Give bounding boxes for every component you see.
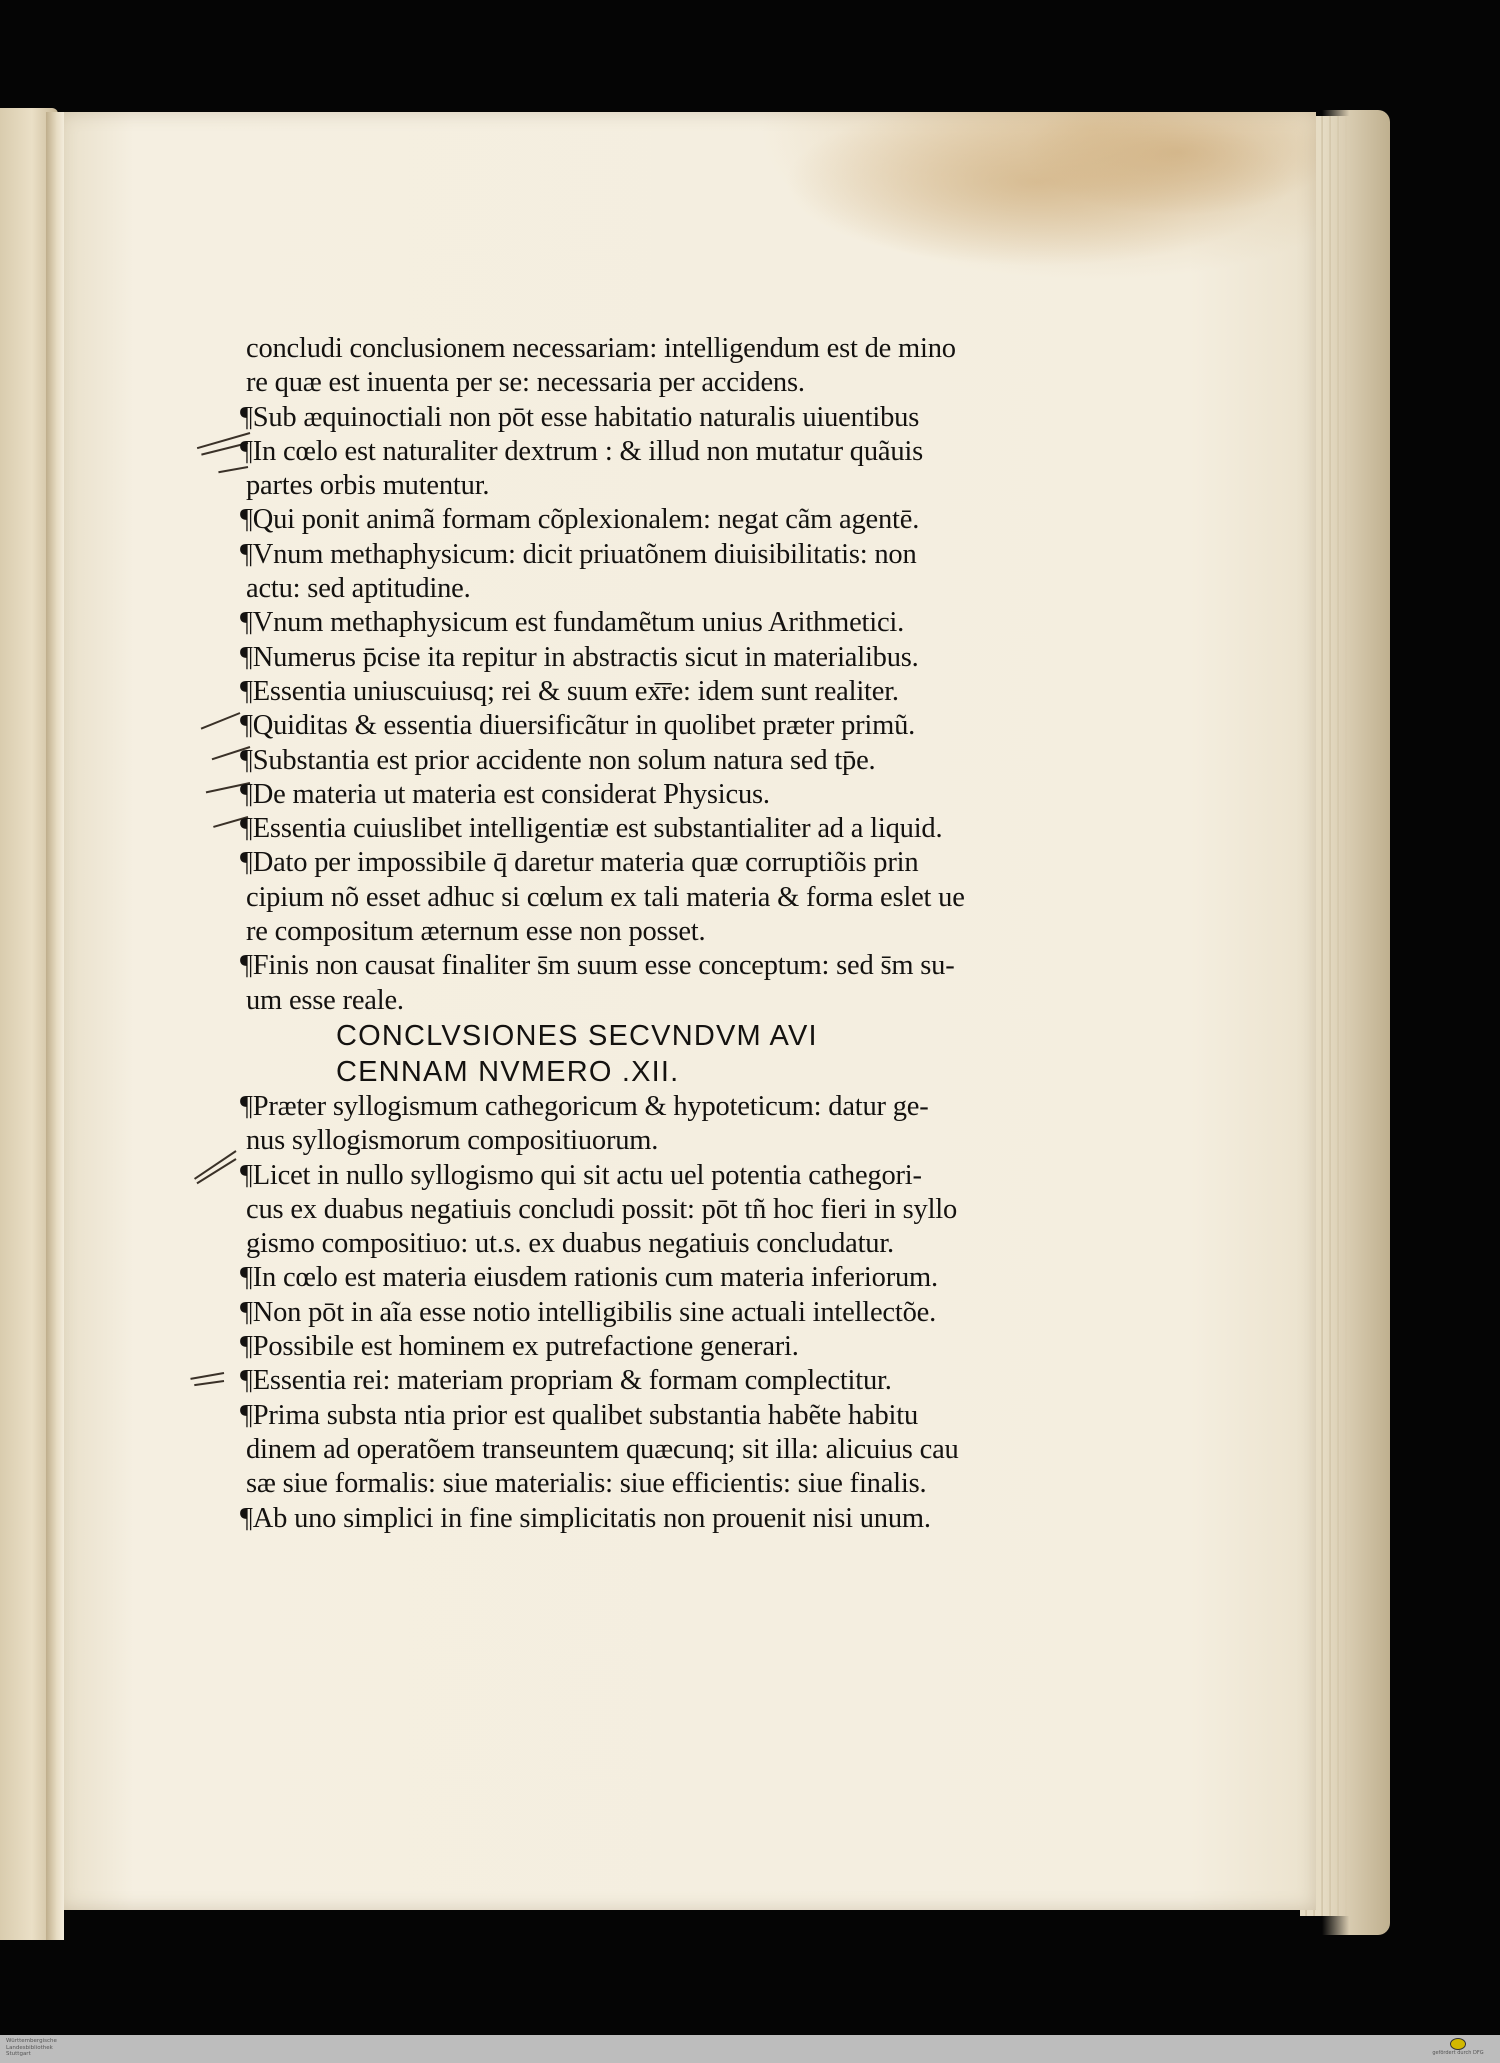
text-line: ¶Qui ponit animã formam cõplexionalem: negat cãm agentē. — [240, 504, 920, 536]
text-line: gismo compositiuo: ut.s. ex duabus negatiuis concludatur. — [246, 1228, 894, 1260]
text-line: ¶In cœlo est naturaliter dextrum : & illud non mutatur quãuis — [240, 435, 923, 467]
text-line: ¶Vnum methaphysicum: dicit priuatõnem diuisibilitatis: non — [240, 538, 917, 570]
text-line: concludi conclusionem necessariam: intelligendum est de mino — [246, 333, 956, 364]
text-line: ¶Præter syllogismum cathegoricum & hypoteticum: datur ge- — [240, 1090, 929, 1122]
section-heading: CONCLVSIONES SECVNDVM AVI — [336, 1019, 818, 1052]
text-line: ¶Possibile est hominem ex putrefactione generari. — [240, 1331, 799, 1363]
text-line: actu: sed aptitudine. — [246, 573, 471, 605]
text-line: ¶Numerus p̄cise ita repitur in abstractis sicut in materialibus. — [240, 641, 919, 673]
text-line: ¶Non pōt in aĩa esse notio intelligibilis sine actuali intellectõe. — [240, 1296, 937, 1328]
dfg-logo-icon — [1450, 2038, 1466, 2050]
book-cover-edge — [1322, 110, 1390, 1935]
funding-credit — [1424, 2038, 1492, 2056]
gutter — [46, 112, 64, 1940]
text-line: ¶Sub æquinoctiali non pōt esse habitatio naturalis uiuentibus — [240, 401, 920, 433]
text-line: ¶Essentia rei: materiam propriam & formam complectitur. — [240, 1365, 892, 1397]
text-line: ¶Quiditas & essentia diuersificãtur in quolibet præter primũ. — [240, 710, 916, 742]
text-line: cus ex duabus negatiuis concludi possit: pōt tñ hoc fieri in syllo — [246, 1193, 958, 1225]
water-stain — [758, 112, 1316, 282]
text-line: dinem ad operatõem transeuntem quæcunq; sit illa: alicuius cau — [246, 1433, 959, 1465]
text-line: ¶Prima substa ntia prior est qualibet substantia habẽte habitu — [240, 1399, 919, 1431]
funding-credit-text: gefördert durch DFG — [1432, 2050, 1484, 2056]
text-line: ¶Licet in nullo syllogismo qui sit actu uel potentia cathegori- — [240, 1159, 922, 1191]
text-line: ¶Essentia cuiuslibet intelligentiæ est substantialiter ad a liquid. — [240, 813, 943, 845]
text-line: cipium nõ esset adhuc si cœlum ex tali materia & forma eslet ue — [246, 881, 965, 913]
text-line: um esse reale. — [246, 984, 404, 1016]
text-line: ¶Finis non causat finaliter s̄m suum esse conceptum: sed s̄m su- — [240, 950, 955, 982]
text-line: ¶Vnum methaphysicum est fundamẽtum unius Arithmetici. — [240, 607, 905, 639]
text-line: ¶Ab uno simplici in fine simplicitatis non prouenit nisi unum. — [240, 1502, 931, 1534]
text-line: ¶Essentia uniuscuiusq; rei & suum ex͞re: idem sunt realiter. — [240, 675, 899, 707]
library-credit: Württembergische Landesbibliothek Stuttgart — [6, 2038, 57, 2057]
text-line: re compositum æternum esse non posset. — [246, 916, 706, 948]
text-line: re quæ est inuenta per se: necessaria per accidens. — [246, 367, 805, 399]
text-line: sæ siue formalis: siue materialis: siue efficientis: siue finalis. — [246, 1468, 927, 1500]
text-line: ¶Substantia est prior accidente non solum natura sed tp̄e. — [240, 744, 876, 776]
section-heading: CENNAM NVMERO .XII. — [336, 1055, 680, 1088]
text-line: partes orbis mutentur. — [246, 470, 490, 502]
text-line: ¶De materia ut materia est considerat Physicus. — [240, 778, 770, 810]
text-line: ¶In cœlo est materia eiusdem rationis cum materia inferiorum. — [240, 1262, 938, 1294]
text-block — [240, 332, 1006, 1536]
text-line: nus syllogismorum compositiuorum. — [246, 1125, 659, 1157]
text-line: ¶Dato per impossibile q̄ daretur materia quæ corruptiõis prin — [240, 847, 919, 879]
footer-bar — [0, 2035, 1500, 2063]
